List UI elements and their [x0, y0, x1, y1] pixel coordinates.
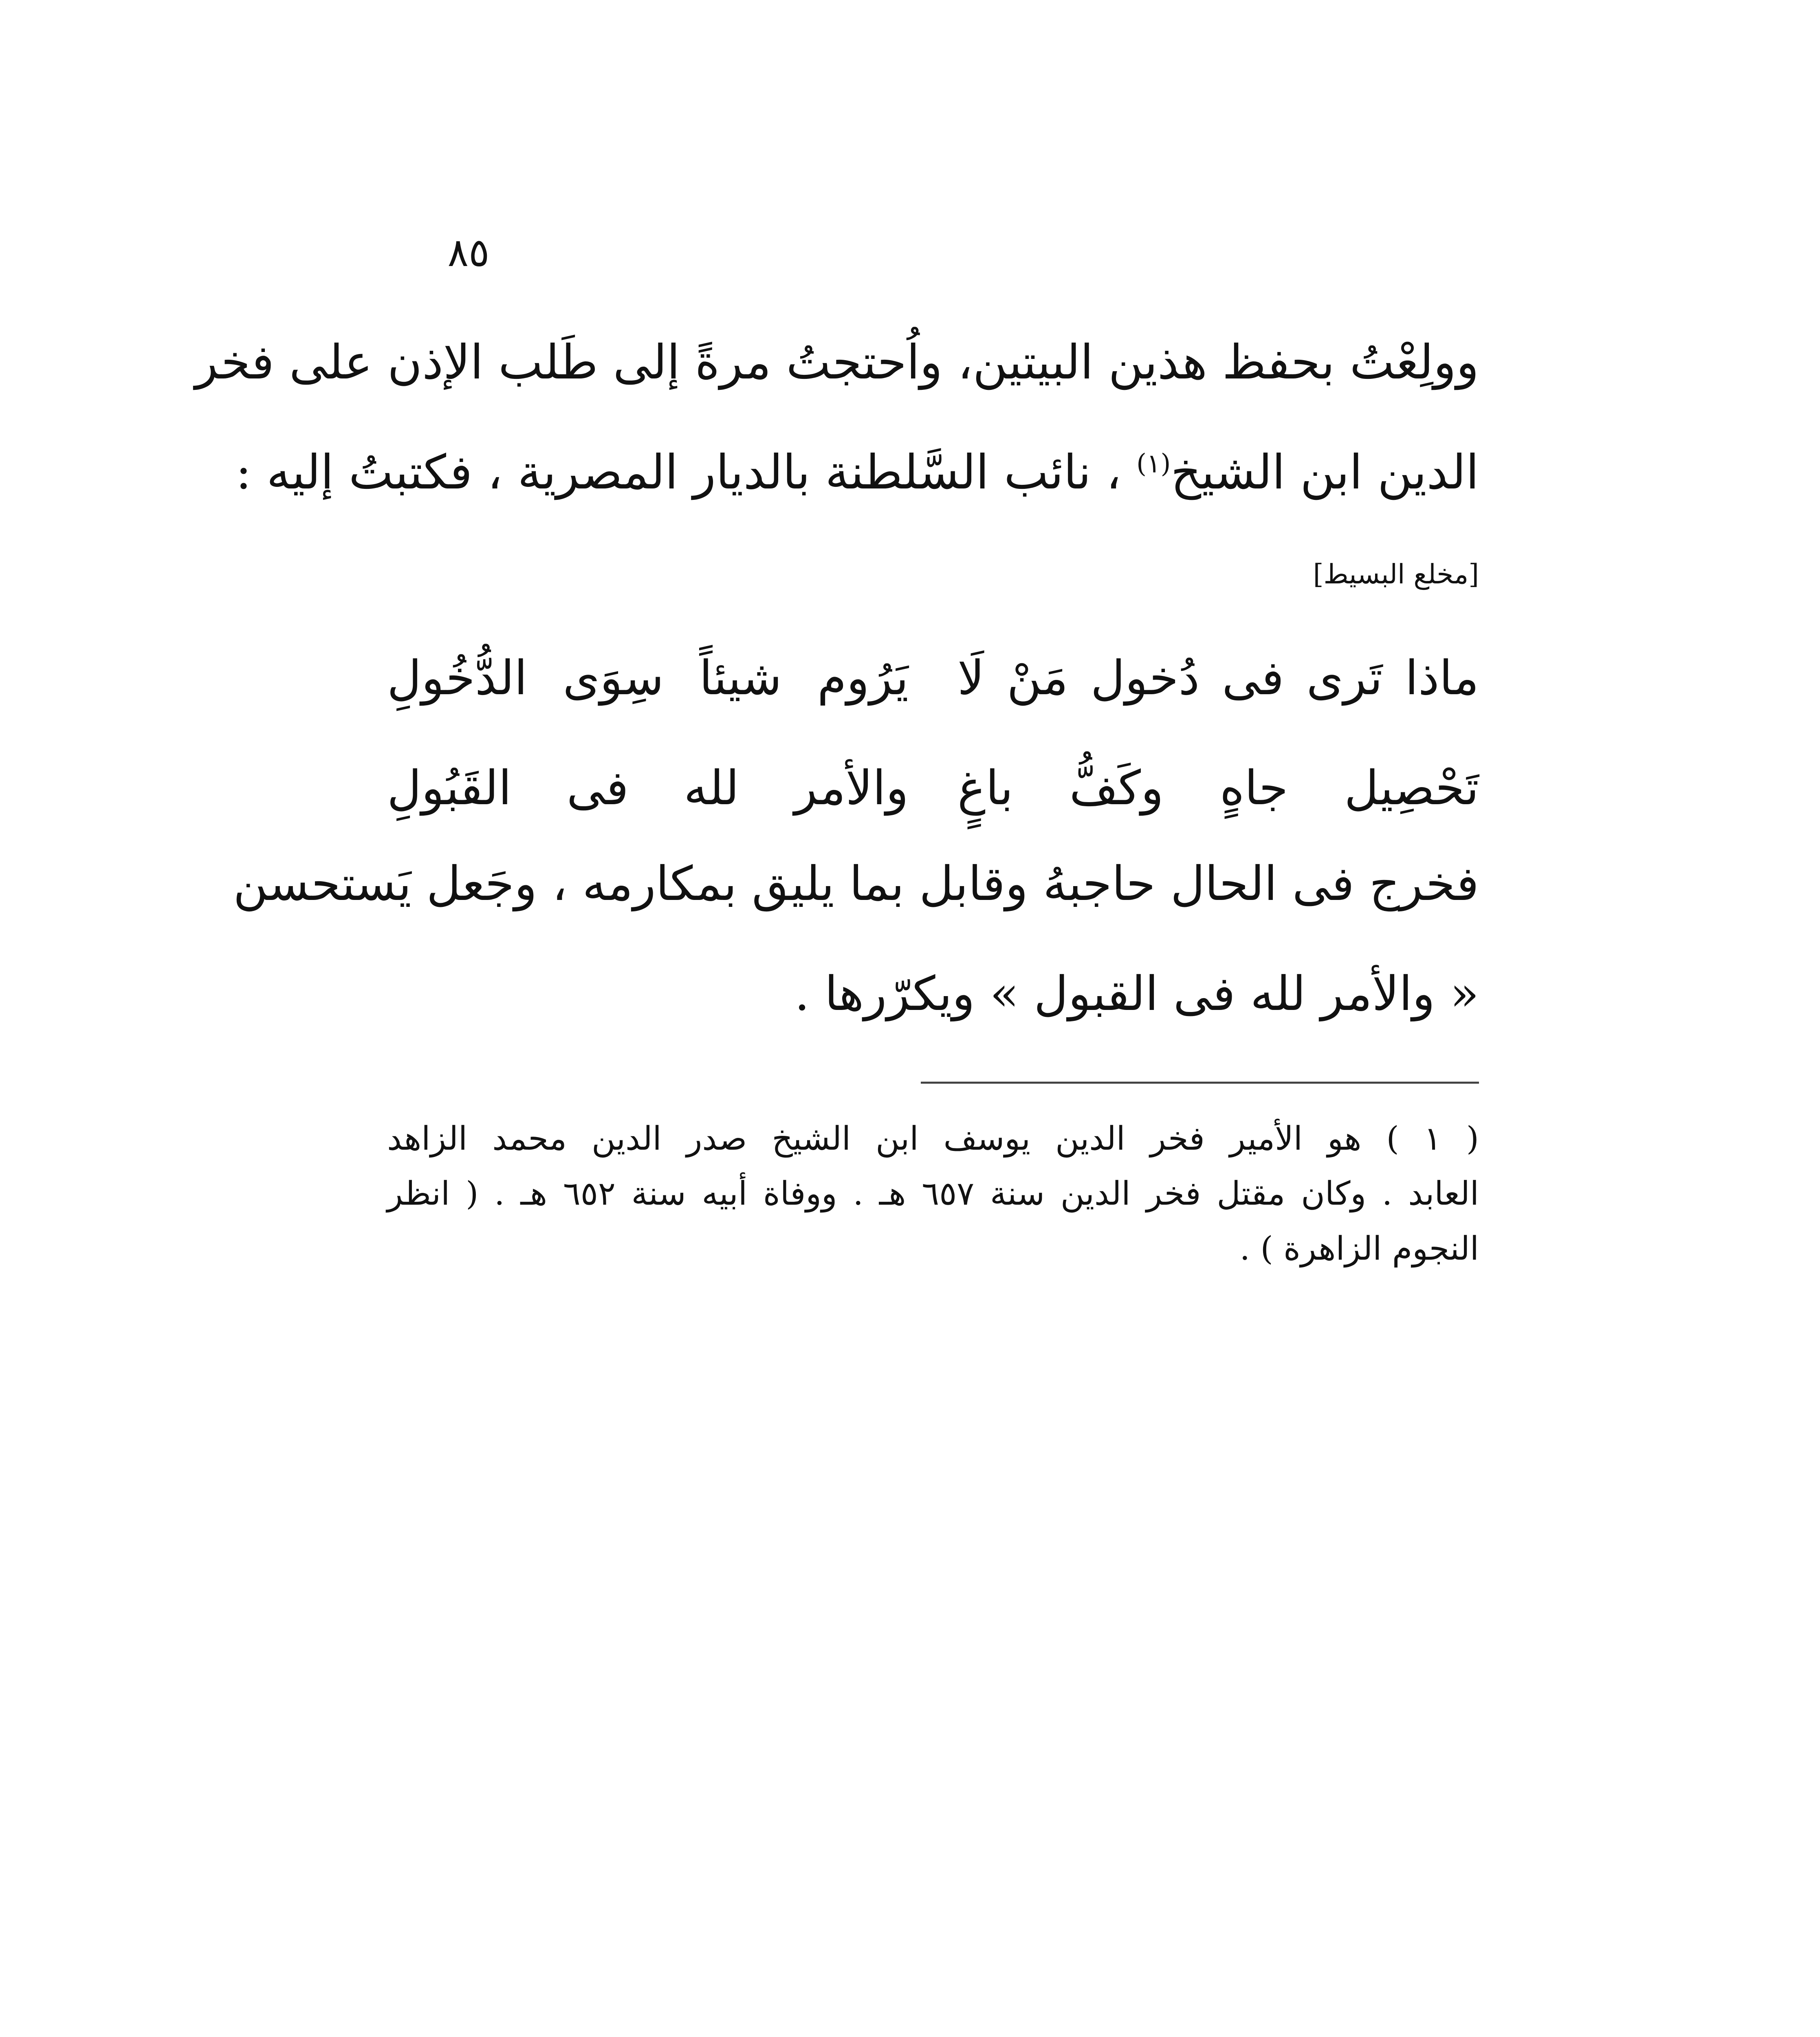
opening-paragraph [195, 322, 1479, 542]
footnote-line: العابد . وكان مقتل فخر الدين سنة ٦٥٧ هـ . ووفاة أبيه سنة ٦٥٢ هـ . ( انظر [387, 1175, 1479, 1212]
verse-first-hemistich: ماذا تَرى فى دُخول مَنْ لَا [957, 651, 1479, 706]
page-number: ٨٥ [447, 230, 490, 275]
paragraph-text: الدين ابن الشيخ [1171, 445, 1479, 500]
closing-paragraph [233, 843, 1479, 1063]
footnote-section [387, 1112, 1479, 1277]
footnote-line: ( ١ ) هو الأمير فخر الدين يوسف ابن الشيخ صدر الدين محمد الزاهد [387, 1120, 1479, 1157]
poem [387, 623, 1479, 843]
paragraph-text: ، نائب السَّلطنة بالديار المصرية ، فكتبتُ إليه : [235, 445, 1137, 500]
paragraph-line: وولِعْتُ بحفظ هذين البيتين، واُحتجتُ مرةً إلى طَلب الإذن على فخر [195, 335, 1479, 390]
poetic-meter-label: [مخلع البسيط] [1313, 559, 1479, 590]
footnote-reference: (١) [1136, 449, 1171, 479]
verse-line [387, 623, 1479, 733]
paragraph-line: « والأمر لله فى القبول » ويكرّرها . [794, 966, 1479, 1021]
footnote-separator [921, 1082, 1479, 1084]
footnote-line: النجوم الزاهرة ) . [1239, 1230, 1479, 1267]
paragraph-line: فخرج فى الحال حاجبهُ وقابل بما يليق بمكارمه ، وجَعل يَستحسن [233, 856, 1479, 911]
verse-first-hemistich: تَحْصِيل جاهٍ وكَفُّ باغٍ [957, 761, 1479, 816]
verse-line [387, 733, 1479, 843]
verse-second-hemistich: يَرُوم شيئاً سِوَى الدُّخُولِ [387, 651, 909, 706]
paragraph-line [235, 432, 1479, 542]
verse-second-hemistich: والأمر لله فى القَبُولِ [387, 761, 909, 816]
